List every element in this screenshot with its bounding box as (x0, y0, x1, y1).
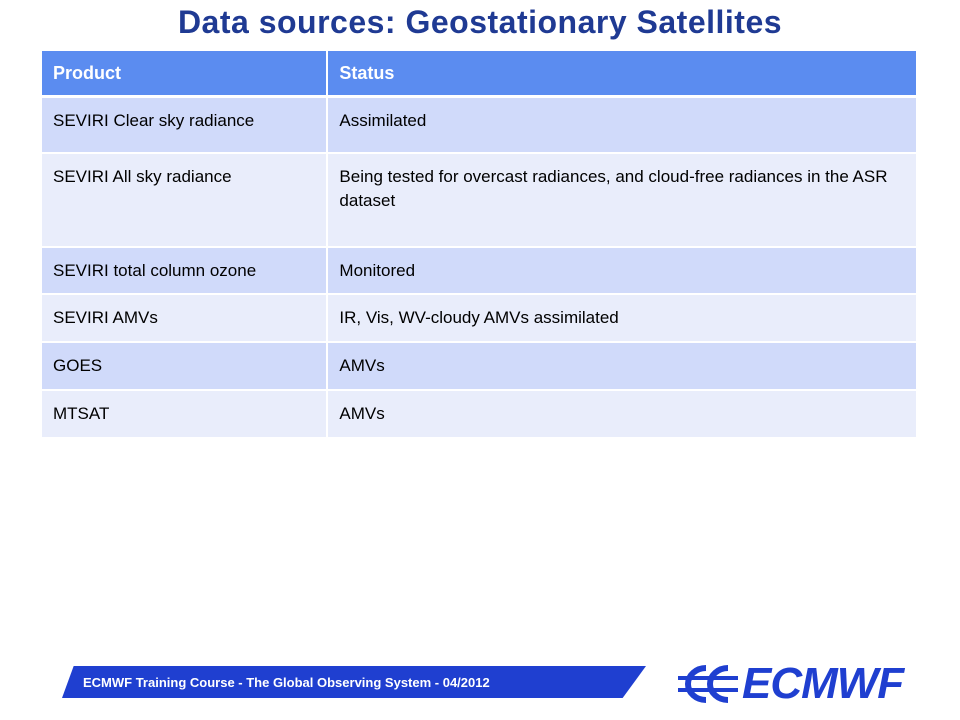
header-status: Status (327, 50, 917, 97)
table-row (41, 97, 917, 153)
logo-text: ECMWF (742, 659, 904, 708)
cell-status: Assimilated (327, 97, 917, 153)
table-header-row (41, 50, 917, 97)
cell-product: SEVIRI AMVs (41, 294, 327, 342)
table-row (41, 294, 917, 342)
cell-status: AMVs (327, 390, 917, 438)
data-sources-table (40, 49, 918, 439)
table-row (41, 247, 917, 294)
footer-text: ECMWF Training Course - The Global Observing System - 04/2012 (83, 675, 490, 690)
cell-product: SEVIRI total column ozone (41, 247, 327, 294)
header-product: Product (41, 50, 327, 97)
cell-status: Monitored (327, 247, 917, 294)
cell-product: MTSAT (41, 390, 327, 438)
cell-product: SEVIRI All sky radiance (41, 153, 327, 247)
cell-product: SEVIRI Clear sky radiance (41, 97, 327, 153)
cell-status: AMVs (327, 342, 917, 390)
table-row (41, 342, 917, 390)
cell-product: GOES (41, 342, 327, 390)
slide-title: Data sources: Geostationary Satellites (177, 4, 783, 40)
cell-status: Being tested for overcast radiances, and cloud-free radiances in the ASR dataset (327, 153, 917, 247)
table-row (41, 390, 917, 438)
table-row (41, 153, 917, 247)
cell-status: IR, Vis, WV-cloudy AMVs assimilated (327, 294, 917, 342)
